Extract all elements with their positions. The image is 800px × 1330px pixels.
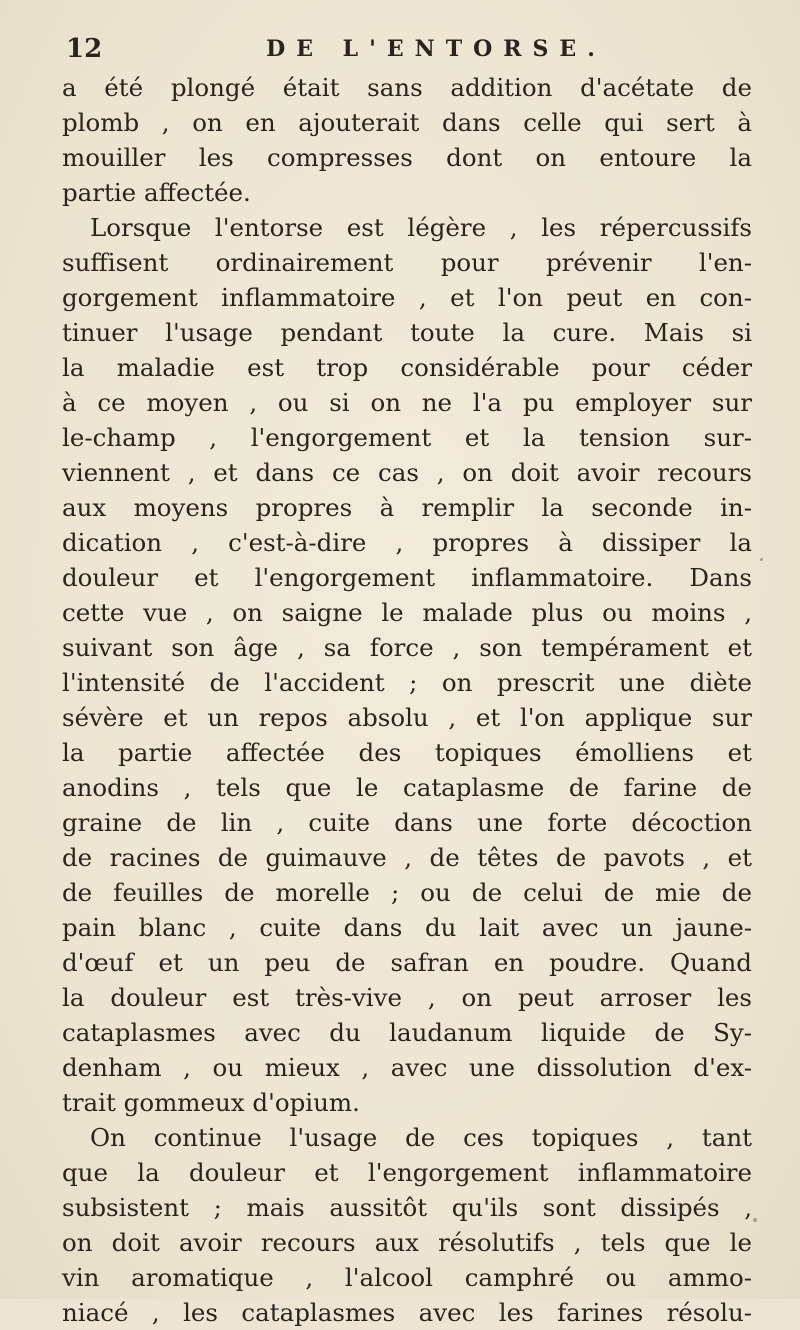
- paper-speck: [760, 558, 763, 561]
- text-line: a été plongé était sans addition d'acétate de: [62, 73, 752, 102]
- text-line: tinuer l'usage pendant toute la cure. Mais si: [62, 318, 752, 347]
- text-line: partie affectée.: [62, 178, 251, 207]
- page-number: 12: [66, 34, 103, 64]
- text-line: la douleur est très-vive , on peut arroser les: [62, 983, 752, 1012]
- text-line: suffisent ordinairement pour prévenir l'en-: [62, 248, 752, 277]
- text-line: cataplasmes avec du laudanum liquide de Sy-: [62, 1018, 752, 1047]
- text-line: sévère et un repos absolu , et l'on applique sur: [62, 703, 752, 732]
- text-line: suivant son âge , sa force , son tempérament et: [62, 633, 752, 662]
- text-line: la partie affectée des topiques émolliens et: [62, 738, 752, 767]
- text-line: la maladie est trop considérable pour céder: [62, 353, 752, 382]
- text-line: pain blanc , cuite dans du lait avec un jaune-: [62, 913, 752, 942]
- text-line: l'intensité de l'accident ; on prescrit une diète: [62, 668, 752, 697]
- text-line: à ce moyen , ou si on ne l'a pu employer sur: [62, 388, 752, 417]
- text-line: mouiller les compresses dont on entoure la: [62, 143, 752, 172]
- text-line: Lorsque l'entorse est légère , les répercussifs: [90, 213, 752, 242]
- text-line: aux moyens propres à remplir la seconde in-: [62, 493, 752, 522]
- text-line: denham , ou mieux , avec une dissolution d'ex-: [62, 1053, 752, 1082]
- running-head: [66, 34, 766, 64]
- text-line: de feuilles de morelle ; ou de celui de mie de: [62, 878, 752, 907]
- text-line: douleur et l'engorgement inflammatoire. Dans: [62, 563, 752, 592]
- text-line: de racines de guimauve , de têtes de pavots , et: [62, 843, 752, 872]
- text-line: le-champ , l'engorgement et la tension sur-: [62, 423, 752, 452]
- text-line: niacé , les cataplasmes avec les farines résolu-: [62, 1298, 752, 1327]
- text-line: dication , c'est-à-dire , propres à dissiper la: [62, 528, 752, 557]
- text-line: anodins , tels que le cataplasme de farine de: [62, 773, 752, 802]
- text-line: On continue l'usage de ces topiques , tant: [90, 1123, 752, 1152]
- text-line: viennent , et dans ce cas , on doit avoir recours: [62, 458, 752, 487]
- paper-speck: [753, 1218, 757, 1222]
- text-line: on doit avoir recours aux résolutifs , tels que le: [62, 1228, 752, 1257]
- text-line: que la douleur et l'engorgement inflammatoire: [62, 1158, 752, 1187]
- text-line: trait gommeux d'opium.: [62, 1088, 360, 1117]
- text-line: graine de lin , cuite dans une forte décoction: [62, 808, 752, 837]
- body-text: [62, 70, 752, 1330]
- text-line: cette vue , on saigne le malade plus ou moins ,: [62, 598, 752, 627]
- text-line: gorgement inflammatoire , et l'on peut en con-: [62, 283, 752, 312]
- text-line: plomb , on en ajouterait dans celle qui sert à: [62, 108, 752, 137]
- text-line: d'œuf et un peu de safran en poudre. Quand: [62, 948, 752, 977]
- text-line: subsistent ; mais aussitôt qu'ils sont dissipés ,: [62, 1193, 752, 1222]
- running-title: DE L'ENTORSE.: [266, 36, 606, 62]
- text-line: vin aromatique , l'alcool camphré ou ammo-: [62, 1263, 752, 1292]
